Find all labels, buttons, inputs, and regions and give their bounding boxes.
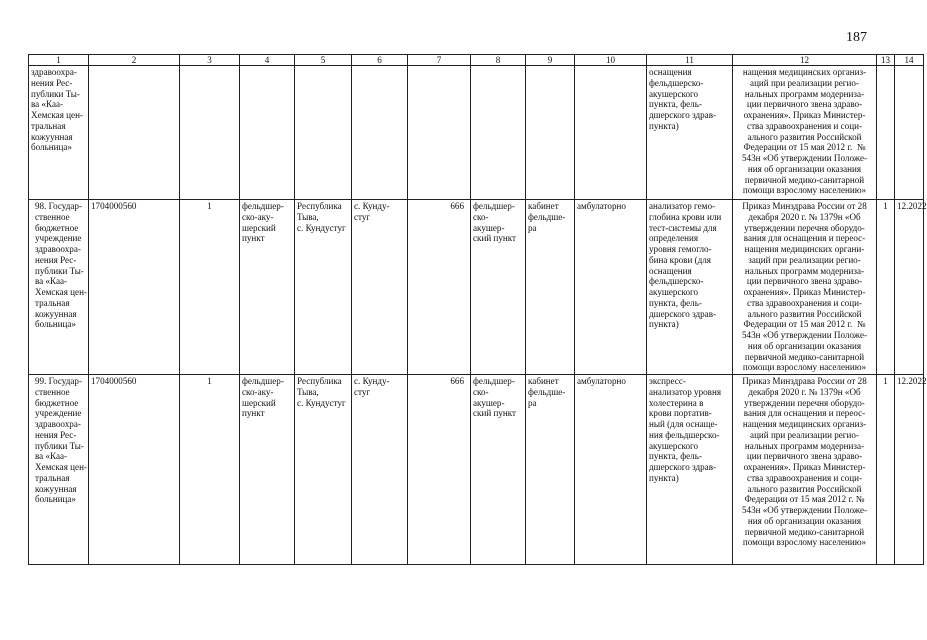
population-cell bbox=[408, 66, 471, 200]
column-number: 5 bbox=[295, 55, 352, 66]
address-cell: Республика Тыва, с. Кундустуг bbox=[295, 375, 352, 565]
date-cell: 12.2022 bbox=[895, 200, 924, 375]
care-form-cell: амбулаторно bbox=[575, 375, 647, 565]
unit-cell: фельдшер- ско- акушер- ский пункт bbox=[471, 375, 526, 565]
column-number: 6 bbox=[352, 55, 408, 66]
settlement-cell: с. Кунду- стуг bbox=[352, 200, 408, 375]
population-cell: 666 bbox=[408, 375, 471, 565]
count-cell bbox=[180, 66, 240, 200]
oktmo-cell: 1704000560 bbox=[89, 200, 180, 375]
room-cell: кабинет фельдше- ра bbox=[526, 200, 575, 375]
registry-table bbox=[28, 54, 927, 565]
column-number: 10 bbox=[575, 55, 647, 66]
column-number-row bbox=[29, 55, 924, 66]
organization-cell: 98. Государ- ственное бюджетное учреждение здравоохра- нения Рес- публики Ты- ва «Каа- Хемская цен- тральная кожуунная больница» bbox=[29, 200, 89, 375]
table-row-continuation bbox=[29, 66, 924, 200]
oktmo-cell bbox=[89, 66, 180, 200]
column-number: 7 bbox=[408, 55, 471, 66]
quantity-cell: 1 bbox=[877, 375, 895, 565]
oktmo-cell: 1704000560 bbox=[89, 375, 180, 565]
table-row-99 bbox=[29, 375, 924, 565]
room-cell bbox=[526, 66, 575, 200]
settlement-cell: с. Кунду- стуг bbox=[352, 375, 408, 565]
column-number: 1 bbox=[29, 55, 89, 66]
unit-cell bbox=[471, 66, 526, 200]
column-number: 2 bbox=[89, 55, 180, 66]
quantity-cell: 1 bbox=[877, 200, 895, 375]
date-cell: 12.2022 bbox=[895, 375, 924, 565]
count-cell: 1 bbox=[180, 375, 240, 565]
date-cell bbox=[895, 66, 924, 200]
room-cell: кабинет фельдше- ра bbox=[526, 375, 575, 565]
legal-basis-cell: Приказ Минздрава России от 28 декабря 2020 г. № 1379н «Об утверждении перечня оборудо- вания для оснащения и переос- нащения медицинских организ- аций при реализации регио- нальных программ модерниза- ции первичного звена здраво- охранения». Приказ Министер- ства здравоохранения и соци- ального развития Российской Федерации от 15 мая 2012 г. № 543н «Об утверждении Положе- ния об организации оказания первичной медико-санитарной помощи взрослому населению» bbox=[733, 375, 877, 565]
column-number: 3 bbox=[180, 55, 240, 66]
column-number: 4 bbox=[240, 55, 295, 66]
legal-basis-cell: Приказ Минздрава России от 28 декабря 2020 г. № 1379н «Об утверждении перечня оборудо- вания для оснащения и переос- нащения медицинских органи- заций при реализации регио- нальных программ модерниза- ции первичного звена здраво- охранения». Приказ Министер- ства здравоохранения и соци- ального развития Российской Федерации от 15 мая 2012 г. № 543н «Об утверждении Положе- ния об организации оказания первичной медико-санитарной помощи взрослому населению» bbox=[733, 200, 877, 375]
care-form-cell bbox=[575, 66, 647, 200]
facility-type-cell: фельдшер- ско-аку- шерский пункт bbox=[240, 375, 295, 565]
population-cell: 666 bbox=[408, 200, 471, 375]
address-cell: Республика Тыва, с. Кундустуг bbox=[295, 200, 352, 375]
equipment-cell: экспресс- анализатор уровня холестерина в крови портатив- ный (для оснаще- ния фельдшерско- акушерского пункта, фель- дшерского здрав- пункта) bbox=[647, 375, 733, 565]
count-cell: 1 bbox=[180, 200, 240, 375]
organization-cell: 99. Государ- ственное бюджетное учреждение здравоохра- нения Рес- публики Ты- ва «Каа- Хемская цен- тральная кожуунная больница» bbox=[29, 375, 89, 565]
care-form-cell: амбулаторно bbox=[575, 200, 647, 375]
column-number: 8 bbox=[471, 55, 526, 66]
facility-type-cell: фельдшер- ско-аку- шерский пункт bbox=[240, 200, 295, 375]
column-number: 9 bbox=[526, 55, 575, 66]
equipment-cell: оснащения фельдшерско- акушерского пункта, фель- дшерского здрав- пункта) bbox=[647, 66, 733, 200]
facility-type-cell bbox=[240, 66, 295, 200]
address-cell bbox=[295, 66, 352, 200]
column-number: 14 bbox=[895, 55, 924, 66]
page-number: 187 bbox=[846, 30, 867, 45]
column-number: 12 bbox=[733, 55, 877, 66]
organization-cell: здравоохра- нения Рес- публики Ты- ва «Каа- Хемская цен- тральная кожуунная больница» bbox=[29, 66, 89, 200]
equipment-cell: анализатор гемо- глобина крови или тест-системы для определения уровня гемогло- бина крови (для оснащения фельдшерско- акушерского пункта, фель- дшерского здрав- пункта) bbox=[647, 200, 733, 375]
unit-cell: фельдшер- ско- акушер- ский пункт bbox=[471, 200, 526, 375]
column-number: 11 bbox=[647, 55, 733, 66]
settlement-cell bbox=[352, 66, 408, 200]
column-number: 13 bbox=[877, 55, 895, 66]
legal-basis-cell: нащения медицинских организ- аций при реализации регио- нальных программ модерниза- ции первичного звена здраво- охранения». Приказ Министер- ства здравоохранения и соци- ального развития Российской Федерации от 15 мая 2012 г. № 543н «Об утверждении Положе- ния об организации оказания первичной медико-санитарной помощи взрослому населению» bbox=[733, 66, 877, 200]
quantity-cell bbox=[877, 66, 895, 200]
table-row-98 bbox=[29, 200, 924, 375]
